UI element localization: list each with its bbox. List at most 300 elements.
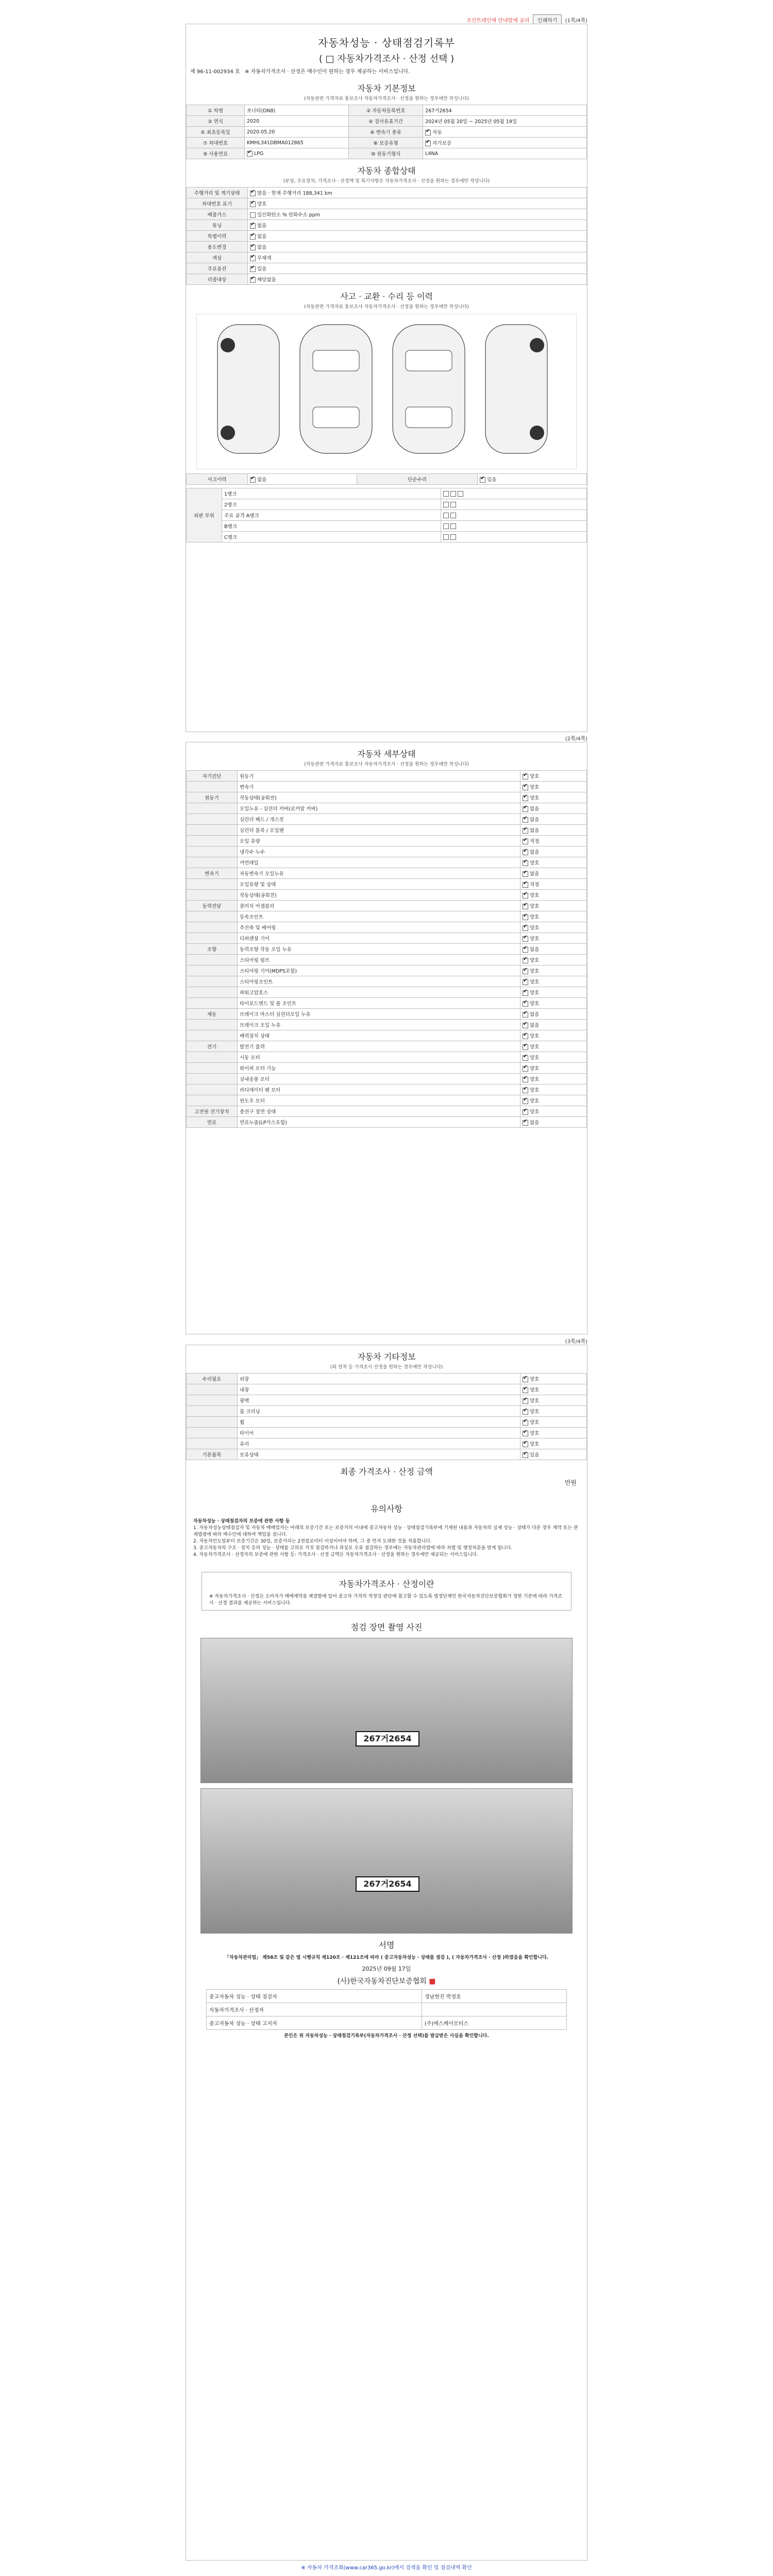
- sign-date: 2025년 09월 17일: [362, 1965, 411, 1972]
- row-status: [520, 1406, 587, 1417]
- row-item: 원동기: [238, 771, 520, 782]
- table-row: [206, 2003, 566, 2016]
- pricing-title: 자동차가격조사 · 산정이란: [339, 1579, 434, 1589]
- cell-value: 2020.05.20: [244, 127, 348, 138]
- cell-value: L4NA: [423, 148, 587, 159]
- checkbox-icon: [523, 979, 528, 985]
- sign-title: 서명: [378, 1940, 395, 1950]
- row-item: 자동변속기 오일누유: [238, 868, 520, 879]
- row-status: [520, 987, 587, 998]
- table-row: [187, 857, 587, 868]
- status-text: 양호: [530, 1387, 540, 1393]
- notice-link[interactable]: 조인트레인에 안내말에 공의: [466, 18, 530, 24]
- row-item: 휠: [238, 1417, 520, 1428]
- table-row: [187, 998, 587, 1009]
- table-row: [187, 771, 587, 782]
- cell-label: 주요옵션: [187, 263, 248, 274]
- row-status: [520, 998, 587, 1009]
- status-text: 없음: [530, 871, 540, 877]
- row-item: 실내송풍 모터: [238, 1074, 520, 1084]
- row-status: [520, 1052, 587, 1063]
- table-row: [187, 933, 587, 944]
- cell-text: 없음: [257, 245, 267, 250]
- cell-value: [248, 252, 587, 263]
- document-title: 자동차성능 · 상태점검기록부: [318, 37, 455, 49]
- checkbox-icon: [443, 534, 449, 540]
- checkbox-icon: [523, 893, 528, 899]
- table-row: [187, 127, 587, 138]
- cell-label: 외판 부위: [187, 488, 222, 543]
- table-row: [187, 1074, 587, 1084]
- row-status: [520, 782, 587, 792]
- table-row: [187, 521, 587, 532]
- status-text: 양호: [530, 990, 540, 996]
- checkbox-icon: [523, 1452, 528, 1458]
- status-text: 적정: [530, 839, 540, 844]
- table-row: [187, 532, 587, 543]
- table-row: [187, 825, 587, 836]
- checkbox-icon: [523, 1377, 528, 1382]
- row-status: [520, 933, 587, 944]
- row-status: [520, 1395, 587, 1406]
- bottom-link[interactable]: ※ 자동차 가격조회(www.car365.go.kr)에서 검색을 확인 및 점검내역 확인: [301, 2565, 472, 2571]
- table-row: [187, 1395, 587, 1406]
- rank-options: [441, 510, 587, 521]
- table-row: [187, 965, 587, 976]
- row-item: 연료누출(LP가스포함): [238, 1117, 520, 1128]
- table-row: [187, 868, 587, 879]
- doc-number: 제 96-11-002934 호: [190, 69, 240, 75]
- seal-icon: ■: [429, 1977, 436, 1986]
- accident-title: 사고 · 교환 · 수리 등 이력: [340, 292, 433, 301]
- row-group: [187, 1095, 238, 1106]
- table-row: [187, 231, 587, 242]
- row-status: [520, 1106, 587, 1117]
- status-text: 양호: [530, 1077, 540, 1082]
- status-text: 양호: [530, 1033, 540, 1039]
- table-row: [187, 1106, 587, 1117]
- checkbox-icon: [450, 513, 456, 518]
- checkbox-icon: [450, 491, 456, 497]
- cell-text: 양호: [257, 201, 267, 207]
- checkbox-icon: [523, 1098, 528, 1104]
- row-group: 자기진단: [187, 771, 238, 782]
- rank-label: C랭크: [222, 532, 441, 543]
- basic-info-title: 자동차 기본정보: [357, 83, 416, 93]
- checkbox-icon: [443, 502, 449, 507]
- status-text: 없음: [530, 806, 540, 812]
- status-text: 없음: [530, 850, 540, 855]
- row-item: 충전구 절연 상태: [238, 1106, 520, 1117]
- row-group: 기본품목: [187, 1449, 238, 1460]
- page2-sheet: [186, 742, 587, 1334]
- detail-sub: (자동관련 가격자료 통보조사 자동차가격조사 · 산정을 원하는 경우에만 작성니다): [304, 762, 469, 767]
- cell-label: 주행거리 및 계기상태: [187, 188, 248, 198]
- row-group: [187, 1428, 238, 1438]
- row-group: [187, 1406, 238, 1417]
- checkbox-icon: [523, 969, 528, 974]
- row-status: [520, 836, 587, 846]
- row-item: 라디에이터 팬 모터: [238, 1084, 520, 1095]
- cell-text: 있음: [257, 266, 267, 272]
- table-row: [187, 488, 587, 499]
- pricing-text: ※ 자동차가격조사 · 산정은 소비자가 매매계약을 체결함에 있어 중고차 가격의 적정성 판단에 참고할 수 있도록 법정단체인 한국자동차진단보증협회가 정한 기준에 따라 가격조사 · 산정 결과를 제공하는 서비스입니다.: [209, 1594, 562, 1606]
- table-row: [187, 987, 587, 998]
- accident-table: [186, 473, 587, 485]
- row-item: 작동상태(공회전): [238, 792, 520, 803]
- cell-text: 일산화탄소 % 탄화수소 ppm: [257, 212, 320, 218]
- cell-value: [248, 220, 587, 231]
- row-status: [520, 1117, 587, 1128]
- row-item: 커먼레일: [238, 857, 520, 868]
- checkbox-icon: [250, 477, 256, 483]
- row-group: [187, 1417, 238, 1428]
- note-line: 자동차성능 · 상태점검자의 보증에 관한 사항 등: [193, 1519, 290, 1524]
- cell-label: 자동차가격조사 · 산정자: [206, 2003, 422, 2016]
- cell-label: ③ 연식: [187, 116, 245, 127]
- row-item: 오일누유 - 실린더 커버(로커암 커버): [238, 803, 520, 814]
- status-text: 양호: [530, 904, 540, 909]
- table-row: [187, 846, 587, 857]
- checkbox-icon: [523, 785, 528, 790]
- row-group: 전기: [187, 1041, 238, 1052]
- table-row: [187, 499, 587, 510]
- table-row: [187, 911, 587, 922]
- rank-options: [441, 532, 587, 543]
- cell-text: 없음: [257, 477, 267, 483]
- checkbox-icon: [523, 860, 528, 866]
- row-group: 제동: [187, 1009, 238, 1020]
- checkbox-icon: [523, 1442, 528, 1447]
- table-row: [187, 198, 587, 209]
- checkbox-icon: [523, 1033, 528, 1039]
- note-line: 4. 자동차가격조사 · 산정자의 보증에 관한 사항 등: 가격조사 · 산정 금액은 자동차가격조사 · 산정을 원하는 경우에만 제공되는 서비스입니다.: [193, 1552, 478, 1557]
- checkbox-icon: [443, 491, 449, 497]
- status-text: 양호: [530, 893, 540, 899]
- row-status: [520, 1074, 587, 1084]
- row-status: [520, 890, 587, 901]
- cell-value: [248, 231, 587, 242]
- rank-label: 2랭크: [222, 499, 441, 510]
- row-status: [520, 1084, 587, 1095]
- table-row: [187, 890, 587, 901]
- table-row: [187, 1009, 587, 1020]
- checkbox-icon: [523, 839, 528, 844]
- cell-text: 무채색: [257, 256, 272, 261]
- checkbox-icon: [250, 234, 256, 240]
- cell-label: 튜닝: [187, 220, 248, 231]
- row-group: [187, 976, 238, 987]
- status-text: 양호: [530, 958, 540, 963]
- row-group: 동력전달: [187, 901, 238, 911]
- table-row: [187, 474, 587, 485]
- cell-value: [248, 274, 587, 285]
- checkbox-icon: [247, 151, 253, 157]
- checkbox-icon: [450, 523, 456, 529]
- row-item: 유리: [238, 1438, 520, 1449]
- status-text: 양호: [530, 795, 540, 801]
- cell-value: [478, 474, 587, 485]
- row-group: [187, 1030, 238, 1041]
- service-notice: ※ 자동차가격조사 · 산정은 매수인이 원하는 경우 제공하는 서비스입니다.: [245, 69, 410, 75]
- checkbox-icon: [250, 223, 256, 229]
- photo-title: 점검 장면 촬영 사진: [350, 1622, 423, 1632]
- checkbox-icon: [523, 871, 528, 877]
- row-group: 원동기: [187, 792, 238, 803]
- row-status: [520, 1030, 587, 1041]
- row-status: [520, 1095, 587, 1106]
- table-row: [187, 510, 587, 521]
- rear-photo: [200, 1788, 573, 1934]
- row-group: [187, 879, 238, 890]
- status-text: 없음: [530, 1012, 540, 1018]
- table-row: [187, 138, 587, 148]
- row-status: [520, 1041, 587, 1052]
- table-row: [187, 242, 587, 252]
- price-title: 최종 가격조사 · 산정 금액: [340, 1467, 433, 1477]
- sign-org-line: [189, 1976, 584, 1986]
- row-group: [187, 1384, 238, 1395]
- sign-org: (사)한국자동차진단보증협회: [337, 1977, 427, 1986]
- print-button[interactable]: 인쇄하기: [533, 14, 562, 25]
- status-text: 양호: [530, 860, 540, 866]
- checkbox-icon: [443, 513, 449, 518]
- row-item: 보유상태: [238, 1449, 520, 1460]
- row-item: 배력장치 상태: [238, 1030, 520, 1041]
- status-text: 양호: [530, 1409, 540, 1415]
- row-group: [187, 1395, 238, 1406]
- row-group: [187, 955, 238, 965]
- row-group: [187, 825, 238, 836]
- row-item: 윈도우 모터: [238, 1095, 520, 1106]
- cell-text: 해당없음: [257, 277, 276, 283]
- checkbox-icon: [523, 817, 528, 823]
- cell-text: 없음: [257, 234, 267, 240]
- row-status: [520, 944, 587, 955]
- checkbox-icon: [250, 201, 256, 207]
- status-text: 양호: [530, 1420, 540, 1426]
- row-item: 스티어링조인트: [238, 976, 520, 987]
- table-row: [187, 1428, 587, 1438]
- table-row: [206, 1990, 566, 2003]
- row-status: [520, 771, 587, 782]
- overall-table: [186, 187, 587, 285]
- cell-label: 단순수리: [357, 474, 477, 485]
- table-row: [187, 274, 587, 285]
- table-row: [187, 1384, 587, 1395]
- row-group: [187, 857, 238, 868]
- row-group: [187, 803, 238, 814]
- table-row: [187, 879, 587, 890]
- cell-value: [422, 2003, 566, 2016]
- checkbox-icon: [523, 806, 528, 812]
- row-status: [520, 868, 587, 879]
- table-row: [187, 1117, 587, 1128]
- table-row: [187, 1041, 587, 1052]
- row-item: 타이어: [238, 1428, 520, 1438]
- table-row: [187, 1020, 587, 1030]
- checkbox-icon: [523, 947, 528, 953]
- checkbox-label: 자동: [432, 130, 442, 135]
- cell-value: 2020: [244, 116, 348, 127]
- checkbox-icon: [523, 795, 528, 801]
- status-text: 있음: [530, 1452, 540, 1458]
- status-text: 양호: [530, 1066, 540, 1072]
- row-status: [520, 803, 587, 814]
- cell-text: 없음: [257, 223, 267, 229]
- row-status: [520, 1417, 587, 1428]
- row-item: 실린더 블록 / 오일팬: [238, 825, 520, 836]
- row-item: 광택: [238, 1395, 520, 1406]
- row-group: [187, 1438, 238, 1449]
- checkbox-icon: [523, 1420, 528, 1426]
- table-row: [187, 209, 587, 220]
- row-item: 스티어링 기어(MDPS포함): [238, 965, 520, 976]
- cell-value: [248, 188, 587, 198]
- cell-label: 중고자동차 성능 · 상태 고지자: [206, 2016, 422, 2030]
- sign-footer: 본인은 위 자동차성능 · 상태점검기록부(자동차가격조사 · 산정 선택)를 발급받은 사실을 확인합니다.: [284, 2033, 489, 2039]
- table-row: [187, 1030, 587, 1041]
- cell-label: 중고자동차 성능 · 상태 점검자: [206, 1990, 422, 2003]
- page3-topbar: [186, 1337, 587, 1345]
- front-photo: [200, 1638, 573, 1783]
- row-status: [520, 1009, 587, 1020]
- row-group: 조향: [187, 944, 238, 955]
- table-row: [206, 2016, 566, 2030]
- cell-label: ⑦ 차대번호: [187, 138, 245, 148]
- rank-options: [441, 521, 587, 532]
- row-group: [187, 1020, 238, 1030]
- notes-title: 유의사항: [371, 1504, 402, 1514]
- table-row: [187, 105, 587, 116]
- row-item: 발전기 출력: [238, 1041, 520, 1052]
- table-row: [187, 1406, 587, 1417]
- checkbox-icon: [523, 1055, 528, 1061]
- rank-label: B랭크: [222, 521, 441, 532]
- accident-sub: (자동관련 가격자료 통보조사 자동차가격조사 · 산정을 원하는 경우에만 작성니다): [304, 304, 469, 310]
- table-row: [187, 792, 587, 803]
- cell-label: ⑤ 최초등록일: [187, 127, 245, 138]
- table-row: [187, 814, 587, 825]
- table-row: [187, 1374, 587, 1384]
- status-text: 양호: [530, 979, 540, 985]
- basic-info-sub: (자동관련 가격자료 통보조사 자동차가격조사 · 산정을 원하는 경우에만 작성니다): [304, 96, 469, 101]
- checkbox-icon: [523, 1409, 528, 1415]
- table-row: [187, 1052, 587, 1063]
- checkbox-icon: [250, 256, 256, 261]
- checkbox-icon: [425, 130, 431, 135]
- table-row: [187, 220, 587, 231]
- table-row: [187, 1063, 587, 1074]
- row-group: [187, 998, 238, 1009]
- checkbox-icon: [523, 958, 528, 963]
- cell-value: 267거2654: [423, 105, 587, 116]
- cell-value: [248, 263, 587, 274]
- page-number: (2쪽/4쪽): [565, 736, 587, 742]
- row-status: [520, 879, 587, 890]
- cell-value: 경남현진 박정호: [422, 1990, 566, 2003]
- cell-value: [423, 127, 587, 138]
- row-item: 와이퍼 모터 기능: [238, 1063, 520, 1074]
- checkbox-icon: [458, 491, 463, 497]
- row-status: [520, 922, 587, 933]
- status-text: 없음: [530, 817, 540, 823]
- checkbox-icon: [523, 774, 528, 779]
- cell-value: [244, 148, 348, 159]
- checkbox-icon: [523, 925, 528, 931]
- cell-text: 많음 · 현재 주행거리 188,341 km: [257, 191, 332, 196]
- table-row: [187, 188, 587, 198]
- checkbox-icon: [523, 1387, 528, 1393]
- row-item: 오일유량 및 상태: [238, 879, 520, 890]
- doc-number-line: [186, 65, 587, 77]
- row-item: 추진축 및 베어링: [238, 922, 520, 933]
- checkbox-icon: [250, 266, 256, 272]
- cell-value: (주)에스케이모터스: [422, 2016, 566, 2030]
- row-status: [520, 825, 587, 836]
- cell-text: 있음: [487, 477, 497, 483]
- cell-label: 사고이력: [187, 474, 248, 485]
- row-group: [187, 965, 238, 976]
- checkbox-icon: [450, 502, 456, 507]
- checkbox-icon: [523, 1001, 528, 1007]
- row-item: 실린더 헤드 / 개스킷: [238, 814, 520, 825]
- row-status: [520, 1384, 587, 1395]
- status-text: 양호: [530, 785, 540, 790]
- other-info-title: 자동차 기타정보: [357, 1352, 416, 1362]
- row-group: [187, 846, 238, 857]
- status-text: 양호: [530, 969, 540, 974]
- row-item: 등속조인트: [238, 911, 520, 922]
- table-row: [187, 836, 587, 846]
- checkbox-icon: [523, 882, 528, 888]
- row-status: [520, 1449, 587, 1460]
- row-group: [187, 1063, 238, 1074]
- cell-label: 용도변경: [187, 242, 248, 252]
- status-text: 없음: [530, 947, 540, 953]
- checkbox-icon: [523, 936, 528, 942]
- table-row: [187, 1438, 587, 1449]
- row-group: [187, 1084, 238, 1095]
- status-text: 없음: [530, 1120, 540, 1126]
- row-group: [187, 890, 238, 901]
- status-text: 양호: [530, 774, 540, 779]
- table-row: [187, 1084, 587, 1095]
- row-group: [187, 782, 238, 792]
- row-group: 연료: [187, 1117, 238, 1128]
- cell-value: [248, 198, 587, 209]
- row-item: 작동상태(공회전): [238, 890, 520, 901]
- cell-value: [423, 138, 587, 148]
- row-group: [187, 987, 238, 998]
- status-text: 양호: [530, 1001, 540, 1007]
- row-status: [520, 1063, 587, 1074]
- rank-label: 주요 골격 A랭크: [222, 510, 441, 521]
- table-row: [187, 1417, 587, 1428]
- status-text: 양호: [530, 1055, 540, 1061]
- rank-options: [441, 499, 587, 510]
- checkbox-icon: [523, 1077, 528, 1082]
- cell-value: KMHL341DBMA012865: [244, 138, 348, 148]
- page3-sheet: [186, 1345, 587, 2561]
- row-item: 타이로드엔드 및 볼 조인트: [238, 998, 520, 1009]
- panel-status-table: [186, 488, 587, 543]
- row-status: [520, 857, 587, 868]
- checkbox-icon: [523, 1012, 528, 1018]
- cell-label: ⑨ 사용연료: [187, 148, 245, 159]
- table-row: [187, 1449, 587, 1460]
- cell-value: 쏘나타(DN8): [244, 105, 348, 116]
